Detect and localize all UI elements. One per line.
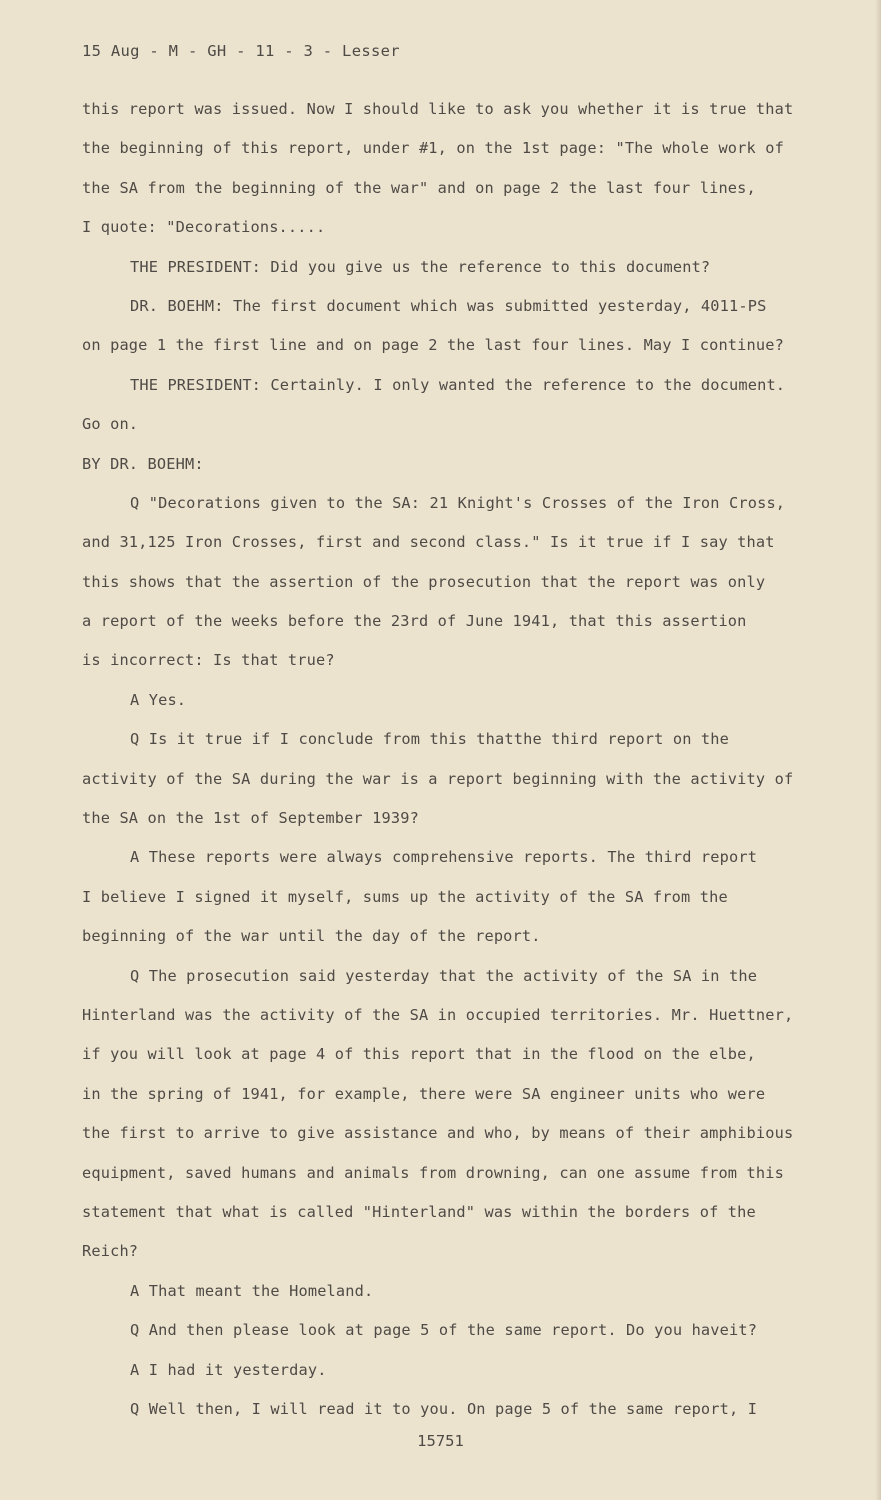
transcript-line: the SA from the beginning of the war" and on page 2 the last four lines, xyxy=(82,178,756,197)
transcript-line: this report was issued. Now I should like to ask you whether it is true that xyxy=(82,100,794,118)
page-header: 15 Aug - M - GH - 11 - 3 - Lesser xyxy=(82,42,400,60)
page-number: 15751 xyxy=(417,1432,464,1450)
transcript-line: A These reports were always comprehensive reports. The third report xyxy=(130,848,758,867)
transcript-line: Reich? xyxy=(82,1242,139,1261)
transcript-line: THE PRESIDENT: Certainly. I only wanted the reference to the document. xyxy=(130,375,786,394)
transcript-line: on page 1 the first line and on page 2 the last four lines. May I continue? xyxy=(82,336,784,355)
transcript-line: Q And then please look at page 5 of the same report. Do you haveit? xyxy=(130,1321,758,1340)
transcript-line: the SA on the 1st of September 1939? xyxy=(82,809,419,828)
transcript-line: I quote: "Decorations..... xyxy=(82,218,326,237)
transcript-line: in the spring of 1941, for example, there were SA engineer units who were xyxy=(82,1084,766,1103)
transcript-line: the beginning of this report, under #1, on the 1st page: "The whole work of xyxy=(82,139,784,158)
transcript-body xyxy=(0,96,881,1435)
page-edge-shadow xyxy=(875,0,881,1500)
transcript-line: if you will look at page 4 of this report that in the flood on the elbe, xyxy=(82,1045,756,1064)
transcript-line: DR. BOEHM: The first document which was submitted yesterday, 4011-PS xyxy=(130,296,767,315)
transcript-line: equipment, saved humans and animals from drowning, can one assume from this xyxy=(82,1163,784,1182)
transcript-line: Hinterland was the activity of the SA in occupied territories. Mr. Huettner, xyxy=(82,1005,794,1024)
transcript-line: activity of the SA during the war is a report beginning with the activity of xyxy=(82,769,794,788)
transcript-line: Q "Decorations given to the SA: 21 Knight's Crosses of the Iron Cross, xyxy=(130,493,786,512)
transcript-line: Q The prosecution said yesterday that the activity of the SA in the xyxy=(130,966,758,985)
transcript-line: A That meant the Homeland. xyxy=(130,1281,374,1300)
transcript-line: Q Well then, I will read it to you. On page 5 of the same report, I xyxy=(130,1399,758,1418)
transcript-line: A Yes. xyxy=(130,690,187,709)
transcript-line: BY DR. BOEHM: xyxy=(82,454,204,473)
transcript-line: Q Is it true if I conclude from this thatthe third report on the xyxy=(130,730,730,749)
transcript-line: beginning of the war until the day of the report. xyxy=(82,927,541,946)
transcript-line: is incorrect: Is that true? xyxy=(82,651,335,670)
transcript-line: statement that what is called "Hinterland" was within the borders of the xyxy=(82,1202,756,1221)
transcript-line: the first to arrive to give assistance and who, by means of their amphibious xyxy=(82,1124,794,1143)
transcript-line: a report of the weeks before the 23rd of June 1941, that this assertion xyxy=(82,612,747,631)
transcript-line: and 31,125 Iron Crosses, first and second class." Is it true if I say that xyxy=(82,533,775,552)
transcript-line: this shows that the assertion of the prosecution that the report was only xyxy=(82,572,766,591)
transcript-line: THE PRESIDENT: Did you give us the reference to this document? xyxy=(130,257,711,276)
transcript-line: I believe I signed it myself, sums up the activity of the SA from the xyxy=(82,887,728,906)
transcript-line: Go on. xyxy=(82,415,139,434)
transcript-line: A I had it yesterday. xyxy=(130,1360,327,1379)
